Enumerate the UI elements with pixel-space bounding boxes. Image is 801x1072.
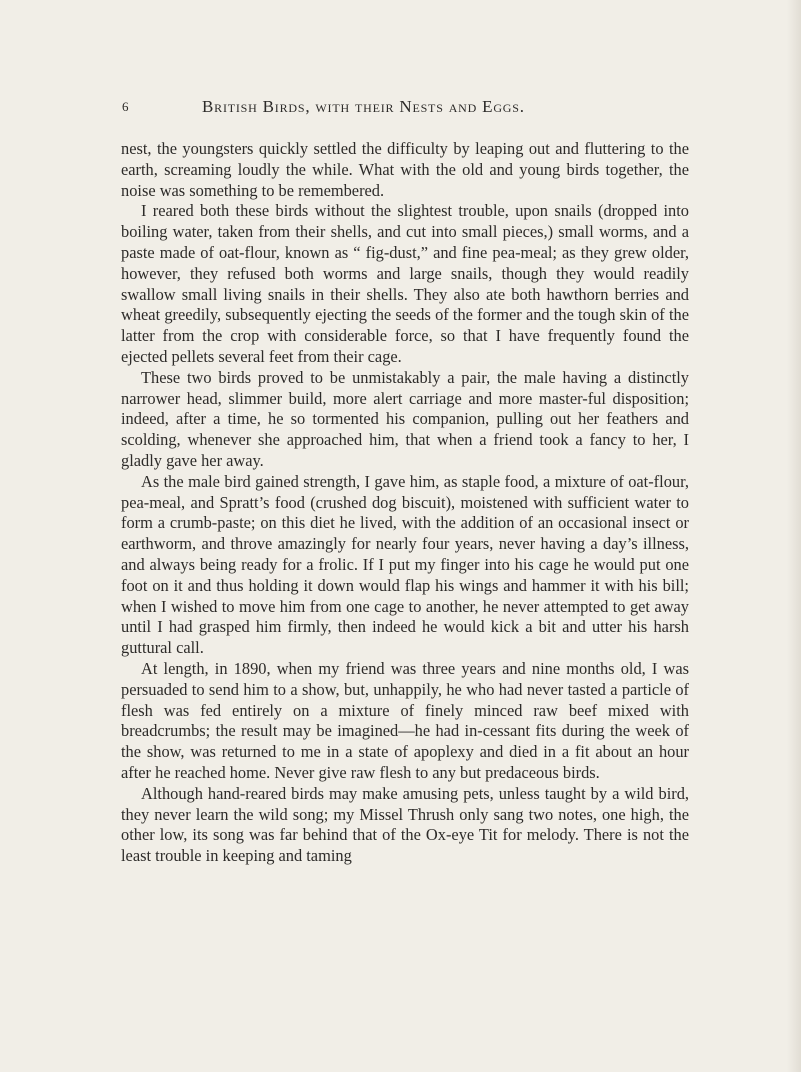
paragraph: nest, the youngsters quickly settled the difficulty by leaping out and fluttering to the earth, screaming loudly the while. What with the old and young birds together, the noise was something to be remembered. — [121, 139, 689, 200]
paragraph: I reared both these birds without the slightest trouble, upon snails (dropped into boiling water, taken from their shells, and cut into small pieces,) small worms, and a paste made of oat-flour, known as “ fig-dust,” and fine pea-meal; as they grew older, however, they refused both worms and large snails, though they would readily swallow small living snails in their shells. They also ate both hawthorn berries and wheat greedily, subsequently ejecting the seeds of the former and the tough skin of the latter from the crop with considerable force, so that I have frequently found the ejected pellets several feet from their cage. — [121, 201, 689, 366]
paragraph: Although hand-reared birds may make amusing pets, unless taught by a wild bird, they never learn the wild song; my Missel Thrush only sang two notes, one high, the other low, its song was far behind that of the Ox-eye Tit for melody. There is not the least trouble in keeping and taming — [121, 783, 689, 866]
page-number: 6 — [122, 99, 129, 114]
paragraph: These two birds proved to be unmistakably a pair, the male having a distinctly narrower head, slimmer build, more alert carriage and more master-ful disposition; indeed, after a time, he so tormented his companion, pulling out her feathers and scolding, whenever she approached him, that when a friend took a fancy to her, I gladly gave her away. — [121, 367, 689, 470]
body-text — [121, 139, 689, 867]
paragraph: As the male bird gained strength, I gave him, as staple food, a mixture of oat-flour, pea-meal, and Spratt’s food (crushed dog biscuit), moistened with sufficient water to form a crumb-paste; on this diet he lived, with the addition of an occasional insect or earthworm, and throve amazingly for nearly four years, never having a day’s illness, and always being ready for a frolic. If I put my finger into his cage he would put one foot on it and thus holding it down would flap his wings and hammer it with his bill; when I wished to move him from one cage to another, he never attempted to get away until I had grasped him firmly, then indeed he would kick a bit and utter his harsh guttural call. — [121, 471, 689, 658]
paragraph: At length, in 1890, when my friend was three years and nine months old, I was persuaded to send him to a show, but, unhappily, he who had never tasted a particle of flesh was fed entirely on a mixture of finely minced raw beef mixed with breadcrumbs; the result may be imagined—he had in-cessant fits during the week of the show, was returned to me in a state of apoplexy and died in a fit about an hour after he reached home. Never give raw flesh to any but predaceous birds. — [121, 658, 689, 782]
page-edge-shadow — [787, 0, 801, 1072]
running-header — [122, 96, 690, 118]
running-title: British Birds, with their Nests and Eggs. — [202, 97, 525, 116]
